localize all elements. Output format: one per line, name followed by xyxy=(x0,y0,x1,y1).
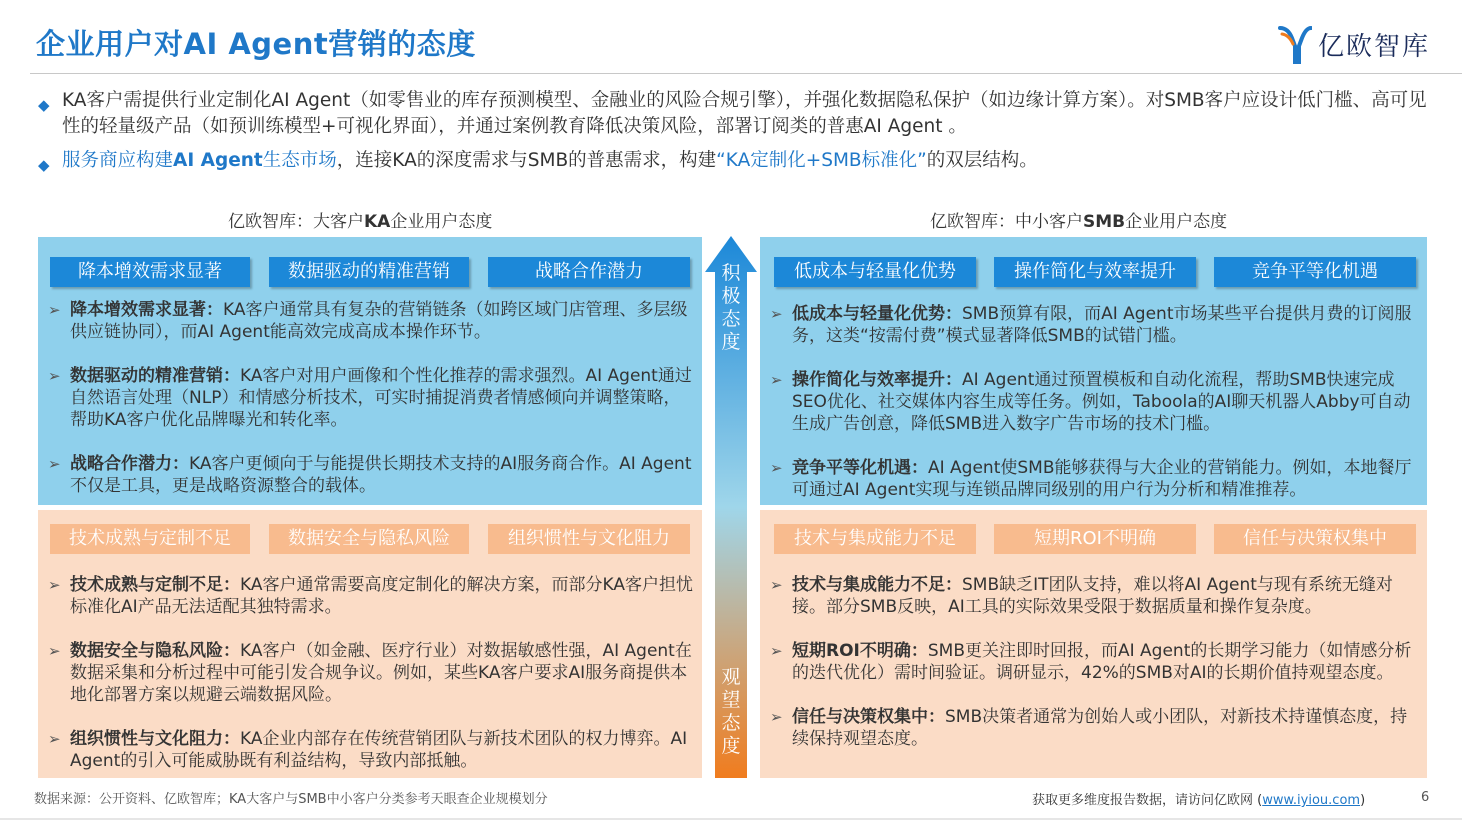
right-negative-tag-1: 技术与集成能力不足 xyxy=(774,524,976,554)
list-item: ➢ 组织惯性与文化阻力：KA企业内部存在传统营销团队与新技术团队的权力博弈。AI Agent的引入可能威胁既有利益结构，导致内部抵触。 xyxy=(48,729,688,771)
list-item: ➢ 竞争平等化机遇：AI Agent使SMB能够获得与大企业的营销能力。例如，本地餐厅可通过AI Agent实现与连锁品牌同级别的用户行为分析和精准推荐。 xyxy=(770,458,1412,500)
list-item: ➢ 降本增效需求显著：KA客户通常具有复杂的营销链条（如跨区域门店管理、多层级供应链协同），而AI Agent能高效完成高成本操作环节。 xyxy=(48,300,688,342)
data-source: 数据来源：公开资料、亿欧智库；KA大客户与SMB中小客户分类参考天眼查企业规模划分 xyxy=(34,792,548,807)
summary-bullet-1: ◆ KA客户需提供行业定制化AI Agent（如零售业的库存预测模型、金融业的风险合规引擎），并强化数据隐私保护（如边缘计算方案）。对SMB客户应设计低门槛、高可见性的轻量级产品（如预训练模型+可视化界面），并通过案例教育降低决策风险，部署订阅类的普惠AI Agent 。 xyxy=(38,90,1427,137)
list-item: ➢ 技术与集成能力不足：SMB缺乏IT团队支持，难以将AI Agent与现有系统无缝对接。部分SMB反映，AI工具的实际效果受限于数据质量和操作复杂度。 xyxy=(770,575,1393,617)
yiou-logo-icon xyxy=(1278,24,1312,64)
diamond-icon: ◆ xyxy=(38,96,50,114)
right-column-title: 亿欧智库：中小客户SMB企业用户态度 xyxy=(930,212,1228,232)
right-positive-tag-3: 竞争平等化机遇 xyxy=(1214,257,1416,287)
left-negative-tag-3: 组织惯性与文化阻力 xyxy=(488,524,690,554)
chevron-right-icon: ➢ xyxy=(770,708,783,726)
list-item: ➢ 信任与决策权集中：SMB决策者通常为创始人或小团队，对新技术持谨慎态度，持续保持观望态度。 xyxy=(770,707,1408,749)
chevron-right-icon: ➢ xyxy=(770,576,783,594)
right-negative-tag-3: 信任与决策权集中 xyxy=(1214,524,1416,554)
right-positive-tag-1: 低成本与轻量化优势 xyxy=(774,257,976,287)
chevron-right-icon: ➢ xyxy=(770,642,783,660)
left-negative-panel xyxy=(38,510,702,778)
summary-bullet-2: ◆ 服务商应构建AI Agent生态市场，连接KA的深度需求与SMB的普惠需求，构建“KA定制化+SMB标准化”的双层结构。 xyxy=(38,148,1428,174)
left-negative-items xyxy=(38,574,694,794)
left-positive-tag-3: 战略合作潜力 xyxy=(488,257,690,287)
list-item: ➢ 数据驱动的精准营销：KA客户对用户画像和个性化推荐的需求强烈。AI Agent通过自然语言处理（NLP）和情感分析技术，可实时捕捉消费者情感倾向并调整策略，帮助KA客户优化品牌曝光和转化率。 xyxy=(48,366,692,430)
left-negative-tag-2: 数据安全与隐私风险 xyxy=(269,524,469,554)
logo xyxy=(1278,22,1430,66)
page-number: 6 xyxy=(1421,790,1430,805)
list-item: ➢ 短期ROI不明确：SMB更关注即时回报，而AI Agent的长期学习能力（如情感分析的迭代优化）需时间验证。调研显示，42%的SMB对AI的长期价值持观望态度。 xyxy=(770,641,1412,683)
chevron-right-icon: ➢ xyxy=(48,301,61,319)
right-negative-items xyxy=(760,574,1420,772)
chevron-right-icon: ➢ xyxy=(48,730,61,748)
page-title: 企业用户对AI Agent营销的态度 xyxy=(36,27,476,61)
axis-label-negative: 观望态度 xyxy=(721,666,741,757)
right-negative-panel xyxy=(760,510,1427,778)
left-negative-tag-1: 技术成熟与定制不足 xyxy=(50,524,250,554)
chevron-right-icon: ➢ xyxy=(770,305,783,323)
list-item: ➢ 操作简化与效率提升：AI Agent通过预置模板和自动化流程，帮助SMB快速完成SEO优化、社交媒体内容生成等任务。例如，Taboola的AI聊天机器人Abby可自动生成广告创意，降低SMB进入数字广告市场的技术门槛。 xyxy=(770,370,1411,434)
right-negative-tag-2: 短期ROI不明确 xyxy=(994,524,1196,554)
chevron-right-icon: ➢ xyxy=(48,576,61,594)
right-positive-items xyxy=(760,303,1420,523)
chevron-right-icon: ➢ xyxy=(770,371,783,389)
left-column-title: 亿欧智库：大客户KA企业用户态度 xyxy=(228,212,493,232)
website-link[interactable]: www.iyiou.com xyxy=(1262,793,1361,808)
summary-bullets xyxy=(38,88,1428,182)
chevron-right-icon: ➢ xyxy=(770,459,783,477)
chevron-right-icon: ➢ xyxy=(48,367,61,385)
axis-label-positive: 积极态度 xyxy=(721,262,741,353)
left-positive-tag-1: 降本增效需求显著 xyxy=(50,257,250,287)
list-item: ➢ 低成本与轻量化优势：SMB预算有限，而AI Agent市场某些平台提供月费的订阅服务，这类“按需付费”模式显著降低SMB的试错门槛。 xyxy=(770,304,1412,346)
list-item: ➢ 数据安全与隐私风险：KA客户（如金融、医疗行业）对数据敏感性强，AI Agent在数据采集和分析过程中可能引发合规争议。例如，某些KA客户要求AI服务商提供本地化部署方案以规避云端数据风险。 xyxy=(48,641,692,705)
diamond-icon: ◆ xyxy=(38,156,50,174)
chevron-right-icon: ➢ xyxy=(48,455,61,473)
right-positive-tag-2: 操作简化与效率提升 xyxy=(994,257,1196,287)
chevron-right-icon: ➢ xyxy=(48,642,61,660)
left-positive-items xyxy=(38,299,694,519)
list-item: ➢ 战略合作潜力：KA客户更倾向于与能提供长期技术支持的AI服务商合作。AI Agent不仅是工具，更是战略资源整合的载体。 xyxy=(48,454,692,496)
list-item: ➢ 技术成熟与定制不足：KA客户通常需要高度定制化的解决方案，而部分KA客户担忧标准化AI产品无法适配其独特需求。 xyxy=(48,575,693,617)
footer-more-info: 获取更多维度报告数据，请访问亿欧网 (www.iyiou.com) xyxy=(1032,793,1366,808)
logo-text: 亿欧智库 xyxy=(1318,31,1431,62)
left-positive-tag-2: 数据驱动的精准营销 xyxy=(269,257,469,287)
header-divider xyxy=(30,73,1462,74)
left-positive-panel xyxy=(38,237,702,505)
right-positive-panel xyxy=(760,237,1427,505)
footer-divider xyxy=(0,818,1462,820)
